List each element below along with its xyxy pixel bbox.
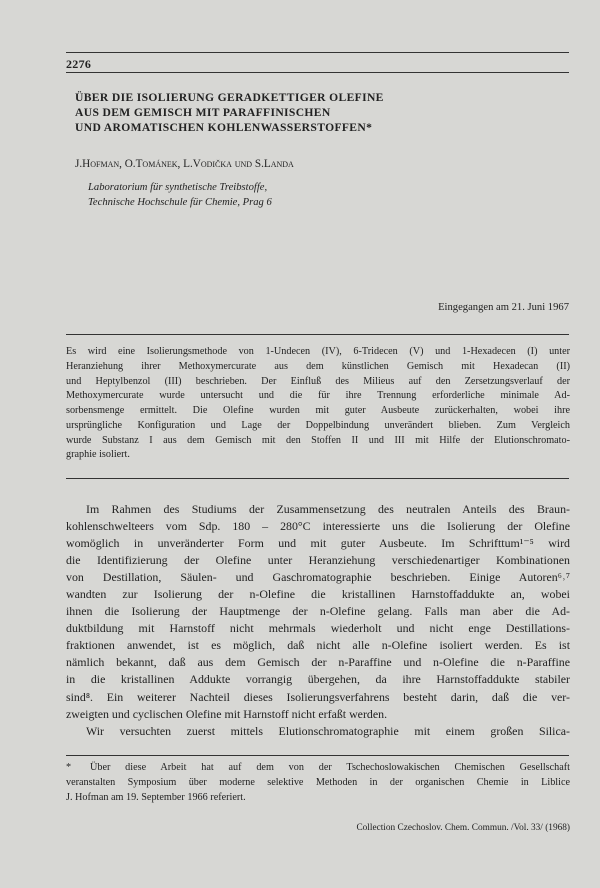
abstract-top-rule [66, 334, 569, 335]
footnote-line: veranstalten Symposium über moderne selektive Methoden in der organischen Chemie in Liblice [66, 776, 570, 788]
header-rule [66, 72, 569, 73]
body-line: von Destillation, Säulen- und Gaschromatographie beschrieben. Einige Autoren⁶˒⁷ [66, 570, 570, 585]
body-line: die Identifizierung der Olefine unter Heranziehung verschiedenartiger Kombinationen [66, 553, 570, 568]
abstract-line: Methoxymercurate wurde untersucht und die für ihre Trennung erforderliche minimale Ad- [66, 390, 570, 402]
title-line: ÜBER DIE ISOLIERUNG GERADKETTIGER OLEFINE [75, 91, 384, 104]
body-line: sind⁸. Ein weiterer Nachteil dieses Isolierungsverfahrens besteht darin, daß die ver- [66, 689, 570, 704]
body-line: in die kristallinen Addukte vorrangig übergehen, da ihre Harnstoffaddukte stabiler [66, 672, 570, 687]
body-line: fraktionen anwendet, ist es möglich, daß nicht alle n-Olefine isoliert werden. Es ist [66, 638, 570, 653]
body-line: womöglich in unveränderter Form und mit guter Ausbeute. Im Schrifttum¹⁻⁵ wird [66, 536, 570, 551]
body-line: kohlenschwelteers vom Sdp. 180 – 280°C interessierte uns die Isolierung der Olefine [66, 519, 570, 534]
body-line: ihnen die Isolierung der Hauptmenge der n-Olefine gelang. Falls man aber die Ad- [66, 604, 570, 619]
footnote [66, 761, 570, 805]
footnote-marker: * [66, 762, 72, 773]
abstract-line: wurde Substanz I aus dem Gemisch mit den Stoffen II und III mit Hilfe der Elutionschromato- [66, 434, 570, 446]
top-rule [66, 52, 569, 53]
affiliation-line: Technische Hochschule für Chemie, Prag 6 [88, 197, 272, 208]
body-line: Wir versuchten zuerst mittels Elutionschromatographie mit einem großen Silica- [86, 723, 570, 738]
title-line: AUS DEM GEMISCH MIT PARAFFINISCHEN [75, 106, 331, 119]
abstract-line: sorbensmenge ermittelt. Die Olefine wurden mit guter Ausbeute zurückerhalten, wobei ihre [66, 405, 570, 416]
article-title [75, 90, 545, 135]
footnote-rule [66, 755, 569, 756]
body-line: wandten zur Isolierung der n-Olefine die kristallinen Harnstoffaddukte an, wobei [66, 587, 570, 602]
abstract-line: ursprüngliche Konfiguration und Lage der Doppelbindung unverändert blieben. Zum Vergleich [66, 419, 570, 431]
affiliation-line: Laboratorium für synthetische Treibstoffe, [88, 182, 268, 193]
journal-reference: Collection Czechoslov. Chem. Commun. /Vol. 33/ (1968) [356, 823, 570, 833]
abstract-line: graphie isoliert. [66, 449, 130, 461]
abstract-bottom-rule [66, 478, 569, 479]
body-text [66, 501, 570, 740]
footnote-line-text: Über diese Arbeit hat auf dem von der Tschechoslowakischen Chemischen Gesellschaft [90, 762, 570, 773]
body-line: Im Rahmen des Studiums der Zusammensetzung des neutralen Anteils des Braun- [86, 502, 570, 516]
abstract [66, 345, 570, 463]
footnote-line [66, 761, 570, 776]
body-line: zweigten und cyclischen Olefine mit Harnstoff nicht erfaßt werden. [66, 706, 388, 721]
title-line: UND AROMATISCHEN KOHLENWASSERSTOFFEN* [75, 121, 373, 134]
abstract-line: Heranziehung ihrer Methoxymercurate aus dem künstlichen Gemisch mit Hexadecan (II) [66, 360, 570, 372]
authors: J.Hofman, O.Tománek, L.Vodička und S.Landa [75, 158, 294, 170]
page-number: 2276 [66, 57, 92, 71]
body-line: duktbildung mit Harnstoff nicht mehrmals wiederholt und nicht enge Destillations- [66, 621, 570, 636]
abstract-line: und Heptylbenzol (III) beschrieben. Der Einfluß des Milieus auf den Zersetzungsverlauf der [66, 375, 570, 387]
received-date: Eingegangen am 21. Juni 1967 [438, 302, 569, 313]
body-line: nämlich bekannt, daß aus dem Gemisch der n-Paraffine und n-Olefine die n-Paraffine [66, 655, 570, 670]
abstract-line: Es wird eine Isolierungsmethode von 1-Undecen (IV), 6-Tridecen (V) und 1-Hexadecen (I) unter [66, 346, 570, 357]
affiliation [88, 180, 272, 210]
footnote-line: J. Hofman am 19. September 1966 referiert. [66, 791, 246, 803]
